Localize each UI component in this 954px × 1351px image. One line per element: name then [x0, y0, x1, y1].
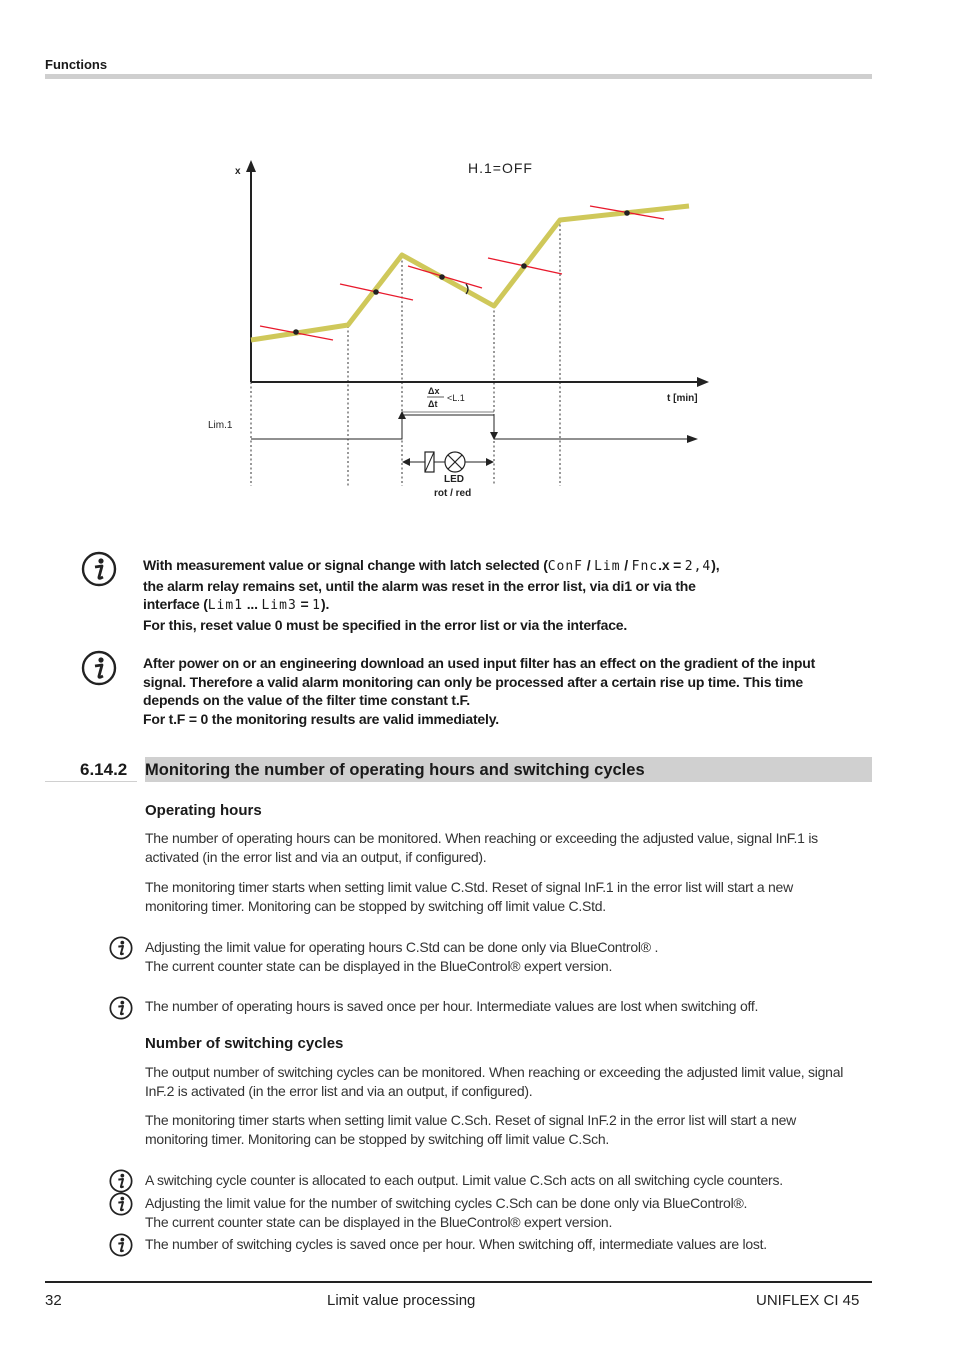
gradient-denominator: Δt [428, 399, 438, 409]
gradient-alarm-diagram [200, 150, 720, 510]
t-axis-arrow [697, 377, 709, 387]
gradient-numerator: Δx [428, 386, 440, 396]
time-markers [251, 220, 560, 486]
switching-cycles-note-2: Adjusting the limit value for the number of switching cycles C.Sch can be done only via BlueControl®. The current counter state can be displayed in the BlueControl® expert version. [145, 1195, 748, 1230]
filter-note-line-2: signal. Therefore a valid alarm monitoring can only be processed after a certain rise up time. This time [143, 673, 803, 690]
limit-label: Lim.1 [208, 420, 233, 431]
limit-signal-low [251, 415, 402, 439]
page-number: 32 [45, 1292, 62, 1309]
chapter-title: Limit value processing [327, 1292, 476, 1309]
info-icon [109, 936, 133, 960]
switching-cycles-note-3: The number of switching cycles is saved once per hour. When switching off, intermediate values are lost. [145, 1236, 767, 1252]
gradient-tangents [260, 206, 664, 340]
operating-hours-paragraph-2: The monitoring timer starts when setting limit value C.Std. Reset of signal InF.1 in the error list will start a new monitoring timer. Monitoring can be stopped by switching off limit value C.Std. [145, 879, 793, 914]
switching-cycles-heading: Number of switching cycles [145, 1035, 344, 1052]
led-label: LED [444, 474, 464, 485]
latch-note-line-1: With measurement value or signal change with latch selected (ConF / Lim / Fnc.x = 2,4), [143, 557, 720, 574]
operating-hours-note-1: Adjusting the limit value for operating hours C.Std can be done only via BlueControl® . The current counter state can be displayed in the BlueControl® expert version. [145, 939, 659, 974]
gradient-condition: <L.1 [447, 393, 465, 403]
filter-note-line-4: For t.F = 0 the monitoring results are valid immediately. [143, 710, 499, 727]
filter-note [143, 654, 873, 728]
section-number: 6.14.2 [45, 757, 137, 782]
filter-note-line-3: depends on the value of the filter time constant t.F. [143, 692, 470, 708]
info-icon [109, 996, 133, 1020]
info-icon [81, 551, 117, 587]
limit-signal-arrow [687, 435, 698, 443]
t-axis-label: t [min] [667, 393, 698, 404]
latch-note [143, 556, 873, 634]
tangent-points [293, 210, 630, 335]
latch-note-line-2: the alarm relay remains set, until the alarm was reset in the error list, via di1 or via the [143, 577, 696, 594]
latch-note-line-4: For this, reset value 0 must be specified in the error list or via the interface. [143, 616, 628, 633]
relay-span-arrow-right [486, 458, 494, 466]
switching-cycles-paragraph-2: The monitoring timer starts when setting limit value C.Sch. Reset of signal InF.2 in the error list will start a new monitoring timer. Monitoring can be stopped by switching off limit value C.Sch. [145, 1112, 797, 1147]
tangent-point-1 [293, 329, 299, 335]
operating-hours-heading: Operating hours [145, 802, 262, 819]
running-header: Functions [45, 57, 108, 72]
tangent-point-4 [521, 263, 527, 269]
x-axis-arrow [246, 160, 256, 172]
tangent-3 [408, 266, 482, 288]
latch-note-line-3: interface (Lim1 ... Lim3 = 1). [143, 596, 330, 613]
operating-hours-note-2: The number of operating hours is saved once per hour. Intermediate values are lost when switching off. [145, 998, 759, 1014]
header-rule [45, 74, 872, 79]
relay-span-arrow-left [402, 458, 410, 466]
filter-note-line-1: After power on or an engineering download an used input filter has an effect on the gradient of the input [143, 655, 816, 671]
switching-cycles-note-1: A switching cycle counter is allocated to each output. Limit value C.Sch acts on all switching cycle counters. [145, 1172, 783, 1188]
info-icon [109, 1192, 133, 1216]
footer-rule [45, 1281, 872, 1283]
tangent-point-2 [373, 289, 379, 295]
x-axis-label: x [235, 166, 241, 177]
led-color-label: rot / red [434, 488, 472, 499]
tangent-point-5 [624, 210, 630, 216]
display-readout: H.1=OFF [468, 160, 533, 176]
info-icon [109, 1169, 133, 1193]
section-title: Monitoring the number of operating hours and switching cycles [145, 757, 872, 782]
limit-signal-high [402, 415, 494, 436]
section-heading [45, 757, 872, 782]
info-icon [109, 1233, 133, 1257]
info-icon [81, 650, 117, 686]
product-name: UNIFLEX CI 45 [756, 1292, 860, 1309]
switching-cycles-paragraph-1: The output number of switching cycles can be monitored. When reaching or exceeding the adjusted limit value, signal InF.2 is activated (in the error list and via an output, if configured). [145, 1064, 844, 1099]
tangent-point-3 [439, 274, 445, 280]
signal-curve [251, 206, 689, 340]
operating-hours-paragraph-1: The number of operating hours can be monitored. When reaching or exceeding the adjusted value, signal InF.1 is activated (in the error list and via an output, if configured). [145, 830, 818, 865]
